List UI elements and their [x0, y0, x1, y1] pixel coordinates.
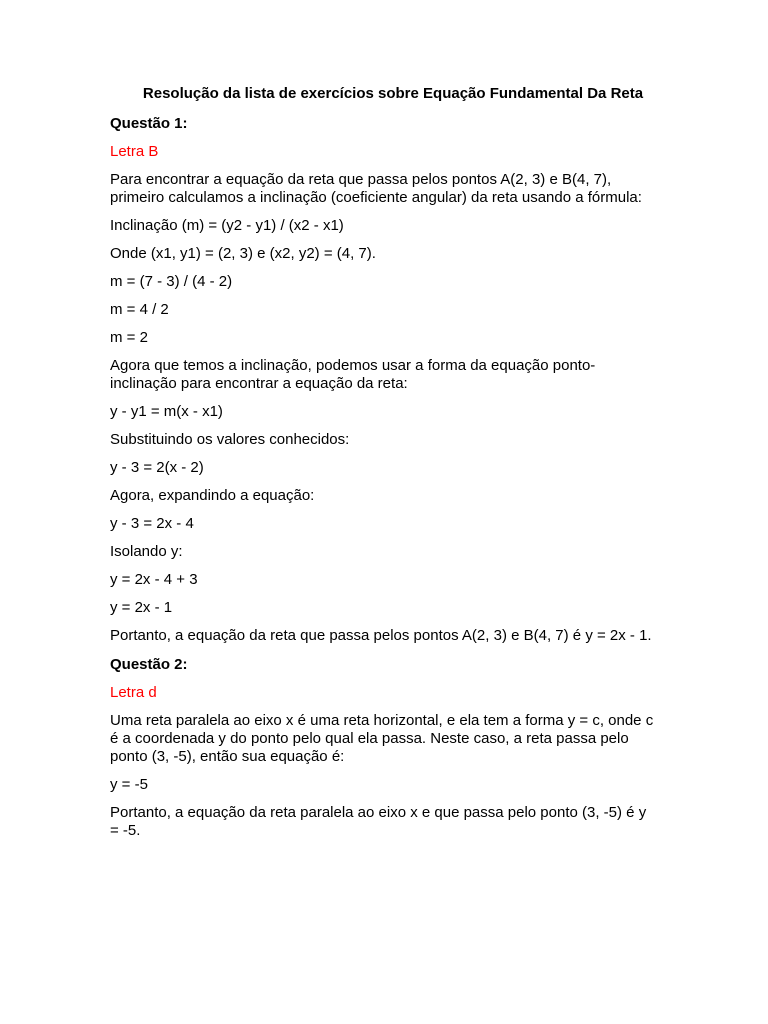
question-1-paragraph: Inclinação (m) = (y2 - y1) / (x2 - x1)	[110, 217, 344, 234]
document-title: Resolução da lista de exercícios sobre Equação Fundamental Da Reta	[142, 85, 644, 102]
question-1-paragraph: y - y1 = m(x - x1)	[110, 403, 223, 420]
question-1-paragraph: Substituindo os valores conhecidos:	[110, 431, 350, 448]
question-1-paragraph: Portanto, a equação da reta que passa pelos pontos A(2, 3) e B(4, 7) é y = 2x - 1.	[110, 627, 652, 644]
question-1-paragraph: y - 3 = 2(x - 2)	[110, 459, 204, 476]
question-1-paragraph: Isolando y:	[110, 543, 183, 560]
question-1-answer: Letra B	[110, 143, 159, 160]
question-1-paragraph: Agora que temos a inclinação, podemos usar a forma da equação ponto-inclinação para encontrar a equação da reta:	[110, 357, 596, 392]
question-2-paragraph: Portanto, a equação da reta paralela ao eixo x e que passa pelo ponto (3, -5) é y = -5.	[110, 804, 647, 839]
question-1-paragraph: Onde (x1, y1) = (2, 3) e (x2, y2) = (4, 7).	[110, 245, 376, 262]
document-body	[110, 84, 656, 840]
question-2-paragraph: y = -5	[110, 776, 148, 793]
question-1-paragraph: Para encontrar a equação da reta que passa pelos pontos A(2, 3) e B(4, 7), primeiro calculamos a inclinação (coeficiente angular) da reta usando a fórmula:	[110, 171, 642, 206]
question-2-answer: Letra d	[110, 684, 157, 701]
question-1-heading: Questão 1:	[110, 115, 188, 132]
question-1-paragraph: y - 3 = 2x - 4	[110, 515, 194, 532]
question-1-paragraph: m = 2	[110, 329, 148, 346]
question-1-paragraph: y = 2x - 1	[110, 599, 173, 616]
question-2-heading: Questão 2:	[110, 656, 188, 673]
question-1-paragraph: m = (7 - 3) / (4 - 2)	[110, 273, 233, 290]
question-1-paragraph: Agora, expandindo a equação:	[110, 487, 315, 504]
question-1-paragraph: m = 4 / 2	[110, 301, 169, 318]
question-1-paragraph: y = 2x - 4 + 3	[110, 571, 198, 588]
question-2-paragraph: Uma reta paralela ao eixo x é uma reta horizontal, e ela tem a forma y = c, onde c é a coordenada y do ponto pelo qual ela passa. Neste caso, a reta passa pelo ponto (3, -5), então sua equação é:	[110, 712, 654, 765]
